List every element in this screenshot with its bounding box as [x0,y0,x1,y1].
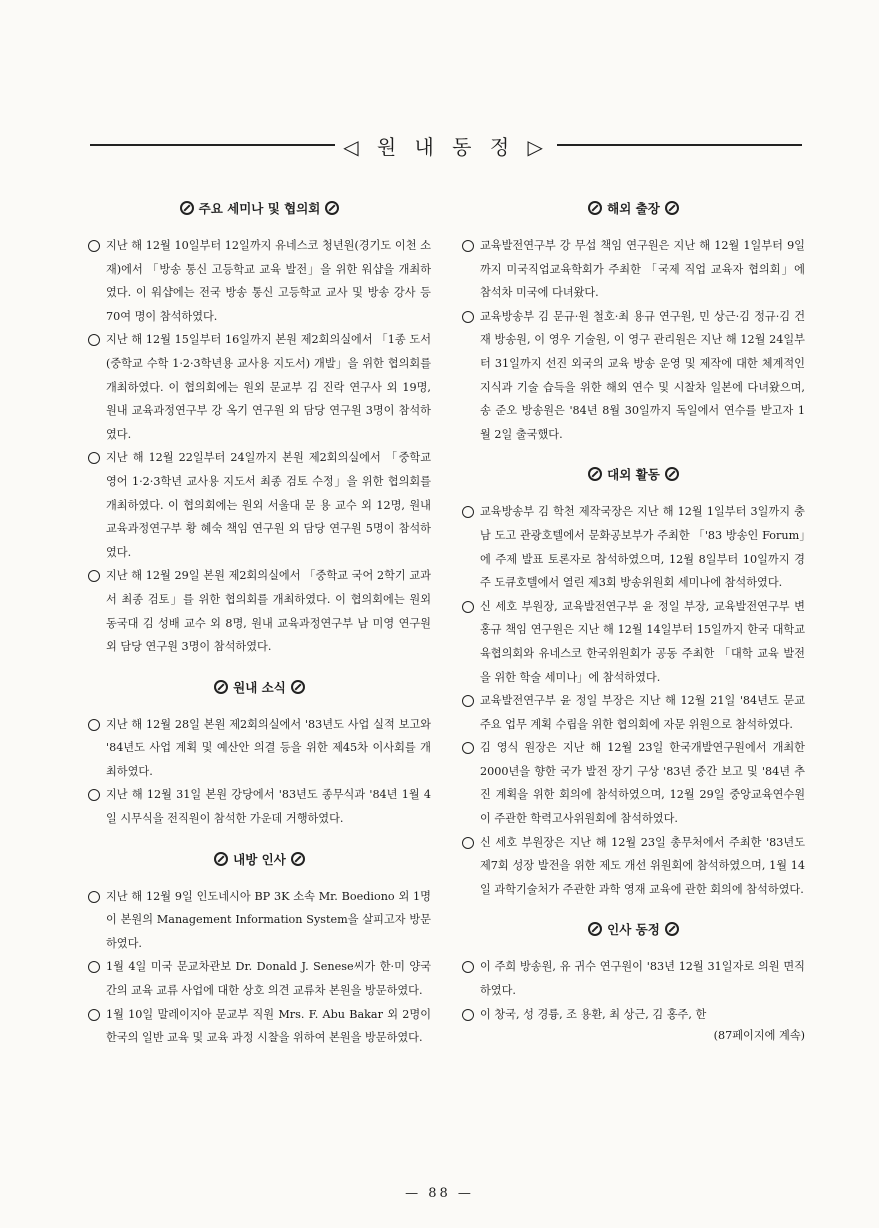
circle-bullet-icon [462,742,474,754]
list-item: 신 세호 부원장, 교육발전연구부 윤 정일 부장, 교육발전연구부 변 홍규 책임 연구원은 지난 해 12월 14일부터 15일까지 한국 대학교육협의회와 유네스코 한국위원회가 공동 주최한 「대학 교육 발전을 위한 학술 세미나」에 참석하였다. [462,595,805,689]
circle-slash-icon [665,467,679,481]
circle-slash-icon [588,467,602,481]
continued-note: (87페이지에 계속) [713,1029,805,1043]
circle-bullet-icon [88,570,100,582]
circle-bullet-icon [88,789,100,801]
list-item: 교육방송부 김 학천 제작국장은 지난 해 12월 1일부터 3일까지 충남 도고 관광호텔에서 문화공보부가 주최한 「'83 방송인 Forum」에 주제 발표 토론자로 참석하였으며, 12월 8일부터 10일까지 경주 도큐호텔에서 열린 제3회 방송위원회 세미나에 참석하였다. [462,500,805,594]
circle-bullet-icon [462,961,474,973]
circle-slash-icon [588,201,602,215]
list-item: 1월 10일 말레이지아 문교부 직원 Mrs. F. Abu Bakar 외 2명이 한국의 일반 교육 및 교육 과정 시찰을 위하여 본원을 방문하였다. [88,1003,431,1050]
circle-bullet-icon [462,601,474,613]
circle-slash-icon [665,201,679,215]
circle-bullet-icon [88,719,100,731]
circle-slash-icon [665,922,679,936]
page-number: — 88 — [405,1186,474,1201]
section-heading-personnel: 인사 동정 [462,921,805,939]
list-item: 지난 해 12월 28일 본원 제2회의실에서 '83년도 사업 실적 보고와 '84년도 사업 계획 및 예산안 의결 등을 위한 제45차 이사회를 개최하였다. [88,713,431,784]
circle-slash-icon [325,201,339,215]
circle-bullet-icon [462,506,474,518]
list-item: 교육발전연구부 강 무섭 책임 연구원은 지난 해 12월 1일부터 9일까지 미국직업교육학회가 주최한 「국제 직업 교육자 협의회」에 참석차 미국에 다녀왔다. [462,234,805,305]
circle-bullet-icon [88,240,100,252]
circle-bullet-icon [462,695,474,707]
left-column [88,200,431,1050]
list-item: 신 세호 부원장은 지난 해 12월 23일 총무처에서 주최한 '83년도 제7회 성장 발전을 위한 제도 개선 위원회에 참석하였으며, 1월 14일 과학기술처가 주관한 과학 영재 교육에 관한 회의에 참석하였다. [462,831,805,902]
list-item: 지난 해 12월 15일부터 16일까지 본원 제2회의실에서 「1종 도서(중학교 수학 1·2·3학년용 교사용 지도서) 개발」을 위한 협의회를 개최하였다. 이 협의회에는 원외 문교부 김 진락 연구사 외 19명, 원내 교육과정연구부 강 옥기 연구원 외 담당 연구원 3명이 참석하였다. [88,328,431,446]
circle-bullet-icon [88,891,100,903]
list-item: 지난 해 12월 9일 인도네시아 BP 3K 소속 Mr. Boediono 외 1명이 본원의 Management Information System을 살피고자 방문하였다. [88,885,431,956]
page-title: ◁ 원 내 동 정 ▷ [343,134,549,159]
section-heading-visits: 내방 인사 [88,851,431,869]
list-item: 교육발전연구부 윤 정일 부장은 지난 해 12월 21일 '84년도 문교 주요 업무 계획 수립을 위한 협의회에 자문 위원으로 참석하였다. [462,689,805,736]
section-heading-overseas: 해외 출장 [462,200,805,218]
list-item: 1월 4일 미국 문교차관보 Dr. Donald J. Senese씨가 한·미 양국 간의 교육 교류 사업에 대한 상호 의견 교류차 본원을 방문하였다. [88,955,431,1002]
list-item: 이 주희 방송원, 유 귀수 연구원이 '83년 12월 31일자로 의원 면직하였다. [462,955,805,1002]
circle-bullet-icon [462,837,474,849]
circle-bullet-icon [88,961,100,973]
list-item: 이 창국, 성 경륭, 조 용환, 최 상근, 김 홍주, 한 [462,1003,805,1027]
circle-bullet-icon [88,1009,100,1021]
circle-slash-icon [214,852,228,866]
circle-bullet-icon [88,334,100,346]
list-item: 교육방송부 김 문규·원 철호·최 용규 연구원, 민 상근·김 정규·김 건재 방송원, 이 영우 기술원, 이 영구 관리원은 지난 해 12월 24일부터 31일까지 선진 외국의 교육 방송 운영 및 제작에 대한 체계적인 지식과 기술 습득을 위한 해외 연수 및 시찰차 일본에 다녀왔으며, 송 준오 방송원은 '84년 8월 30일까지 독일에서 연수를 받고자 1월 2일 출국했다. [462,305,805,447]
section-banner [90,129,802,161]
section-heading-seminar: 주요 세미나 및 협의회 [88,200,431,218]
circle-slash-icon [291,680,305,694]
banner-rule-left [90,144,335,146]
list-item: 지난 해 12월 31일 본원 강당에서 '83년도 종무식과 '84년 1월 4일 시무식을 전직원이 참석한 가운데 거행하였다. [88,783,431,830]
circle-bullet-icon [462,311,474,323]
circle-slash-icon [588,922,602,936]
circle-slash-icon [180,201,194,215]
list-item: 지난 해 12월 29일 본원 제2회의실에서 「중학교 국어 2학기 교과서 최종 검토」를 위한 협의회를 개최하였다. 이 협의회에는 원외 동국대 김 성배 교수 외 8명, 원내 교육과정연구부 남 미영 연구원 외 담당 연구원 3명이 참석하였다. [88,564,431,658]
section-heading-external: 대외 활동 [462,466,805,484]
circle-bullet-icon [462,240,474,252]
circle-slash-icon [291,852,305,866]
section-heading-news: 원내 소식 [88,679,431,697]
circle-bullet-icon [88,452,100,464]
banner-rule-right [557,144,802,146]
list-item: 김 영식 원장은 지난 해 12월 23일 한국개발연구원에서 개최한 2000년을 향한 국가 발전 장기 구상 '83년 중간 보고 및 '84년 추진 계획을 위한 회의에 참석하였으며, 12월 29일 중앙교육연수원이 주관한 학력고사위원회에 참석하였다. [462,736,805,830]
circle-bullet-icon [462,1009,474,1021]
list-item: 지난 해 12월 22일부터 24일까지 본원 제2회의실에서 「중학교 영어 1·2·3학년 교사용 지도서 최종 검토 수정」을 위한 협의회를 개최하였다. 이 협의회에는 원외 서울대 문 용 교수 외 12명, 원내 교육과정연구부 황 혜숙 책임 연구원 외 담당 연구원 5명이 참석하였다. [88,446,431,564]
circle-slash-icon [214,680,228,694]
right-column [462,200,805,1046]
list-item: 지난 해 12월 10일부터 12일까지 유네스코 청년원(경기도 이천 소재)에서 「방송 통신 고등학교 교육 발전」을 위한 워샵을 개최하였다. 이 워샵에는 전국 방송 통신 고등학교 교사 및 방송 강사 등 70여 명이 참석하였다. [88,234,431,328]
